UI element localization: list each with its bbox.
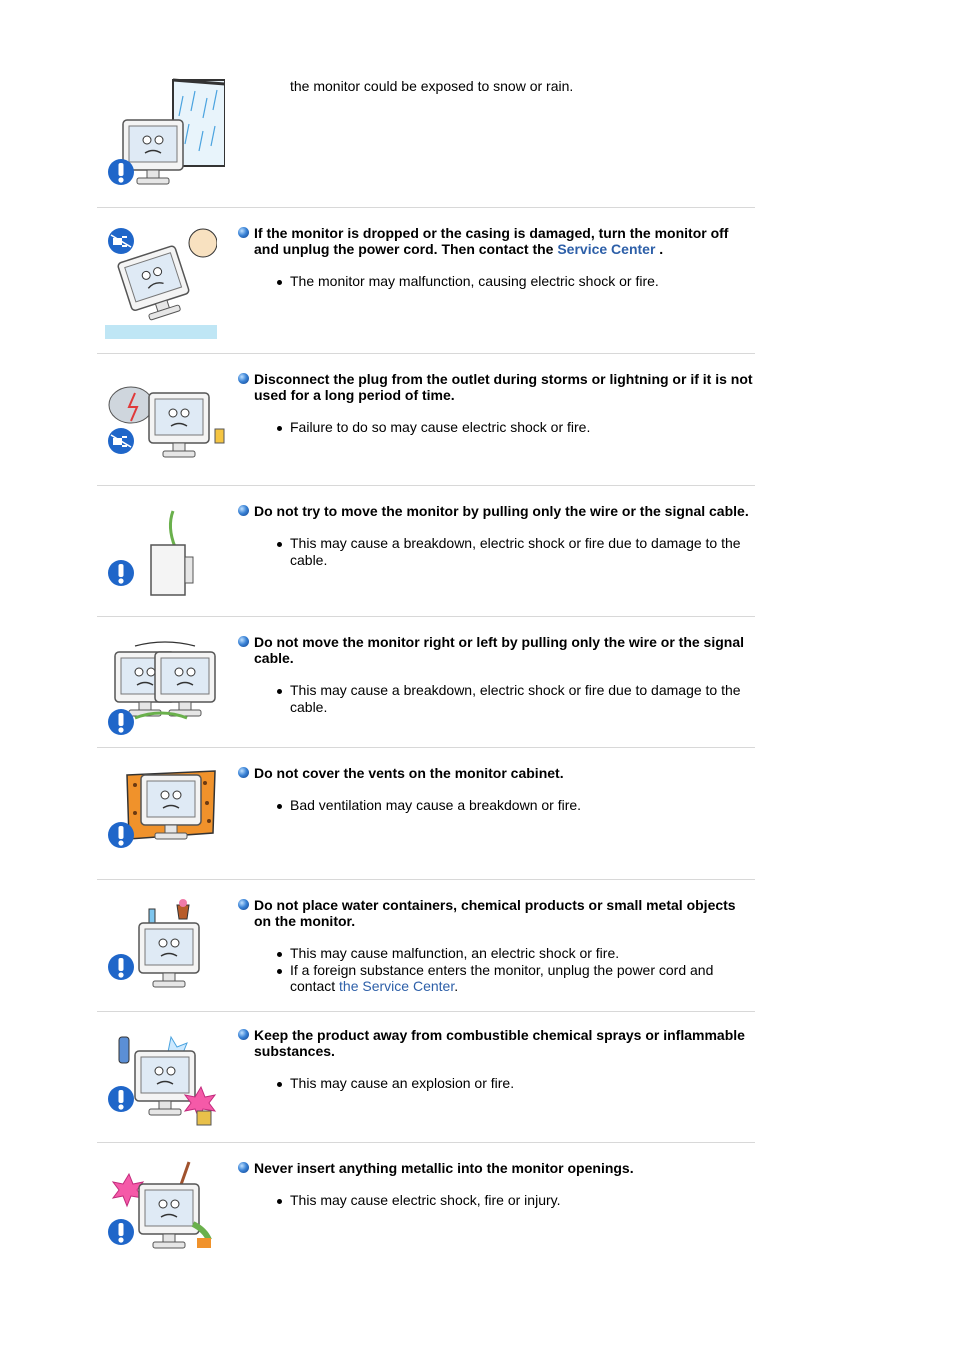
divider — [97, 353, 755, 354]
section-heading: Do not move the monitor right or left by pulling only the wire or the signal cable. — [238, 634, 753, 666]
section-heading: Never insert anything metallic into the monitor openings. — [238, 1160, 753, 1176]
blue-bullet-icon — [238, 1162, 249, 1173]
snow-rain-illustration — [105, 76, 217, 194]
move-left-right-illustration — [105, 638, 217, 756]
objects-on-monitor-illustration — [105, 897, 217, 1015]
blue-bullet-icon — [238, 636, 249, 647]
section-heading: Do not try to move the monitor by pulling only the wire or the signal cable. — [238, 503, 753, 519]
service-center-link[interactable]: the Service Center — [339, 978, 455, 994]
section-pull-wire — [97, 493, 755, 617]
list-item: If a foreign substance enters the monitor, unplug the power cord and contact the Service Center. — [290, 962, 753, 995]
combustible-spray-illustration — [105, 1031, 217, 1149]
blue-bullet-icon — [238, 767, 249, 778]
service-center-link[interactable]: Service Center — [557, 241, 656, 257]
section-heading: If the monitor is dropped or the casing is damaged, turn the monitor off and unplug the power cord. Then contact the Service Center . — [238, 225, 753, 257]
divider — [97, 616, 755, 617]
list-item: Failure to do so may cause electric shock or fire. — [290, 419, 753, 436]
list-item: Bad ventilation may cause a breakdown or fire. — [290, 797, 753, 814]
section-heading: Do not place water containers, chemical products or small metal objects on the monitor. — [238, 897, 753, 929]
section-heading: Do not cover the vents on the monitor cabinet. — [238, 765, 753, 781]
section-heading: Keep the product away from combustible chemical sprays or inflammable substances. — [238, 1027, 753, 1059]
section-combustible — [97, 1019, 755, 1143]
section-storms — [97, 361, 755, 485]
list-item: This may cause malfunction, an electric shock or fire. — [290, 945, 753, 962]
list-item: This may cause a breakdown, electric shock or fire due to damage to the cable. — [290, 535, 753, 568]
divider — [97, 485, 755, 486]
list-item: This may cause an explosion or fire. — [290, 1075, 753, 1092]
intro-text: the monitor could be exposed to snow or rain. — [290, 78, 574, 94]
section-cover-vents — [97, 755, 755, 879]
dropped-monitor-illustration — [105, 223, 217, 341]
blue-bullet-icon — [238, 373, 249, 384]
section-water-containers — [97, 887, 755, 1011]
divider — [97, 207, 755, 208]
section-dropped-monitor — [97, 215, 755, 345]
pull-wire-illustration — [105, 507, 217, 625]
divider — [97, 879, 755, 880]
section-heading: Disconnect the plug from the outlet during storms or lightning or if it is not used for a long period of time. — [238, 371, 753, 403]
list-item: This may cause a breakdown, electric shock or fire due to damage to the cable. — [290, 682, 753, 715]
list-item: This may cause electric shock, fire or injury. — [290, 1192, 753, 1209]
divider — [97, 1142, 755, 1143]
list-item: The monitor may malfunction, causing electric shock or fire. — [290, 273, 753, 290]
intro-section — [97, 70, 755, 200]
blue-bullet-icon — [238, 899, 249, 910]
section-metallic — [97, 1150, 755, 1274]
covered-vents-illustration — [105, 769, 217, 887]
divider — [97, 747, 755, 748]
blue-bullet-icon — [238, 227, 249, 238]
blue-bullet-icon — [238, 1029, 249, 1040]
section-move-left-right — [97, 624, 755, 748]
divider — [97, 1011, 755, 1012]
metallic-insert-illustration — [105, 1160, 217, 1278]
blue-bullet-icon — [238, 505, 249, 516]
storm-unplug-illustration — [105, 375, 217, 493]
